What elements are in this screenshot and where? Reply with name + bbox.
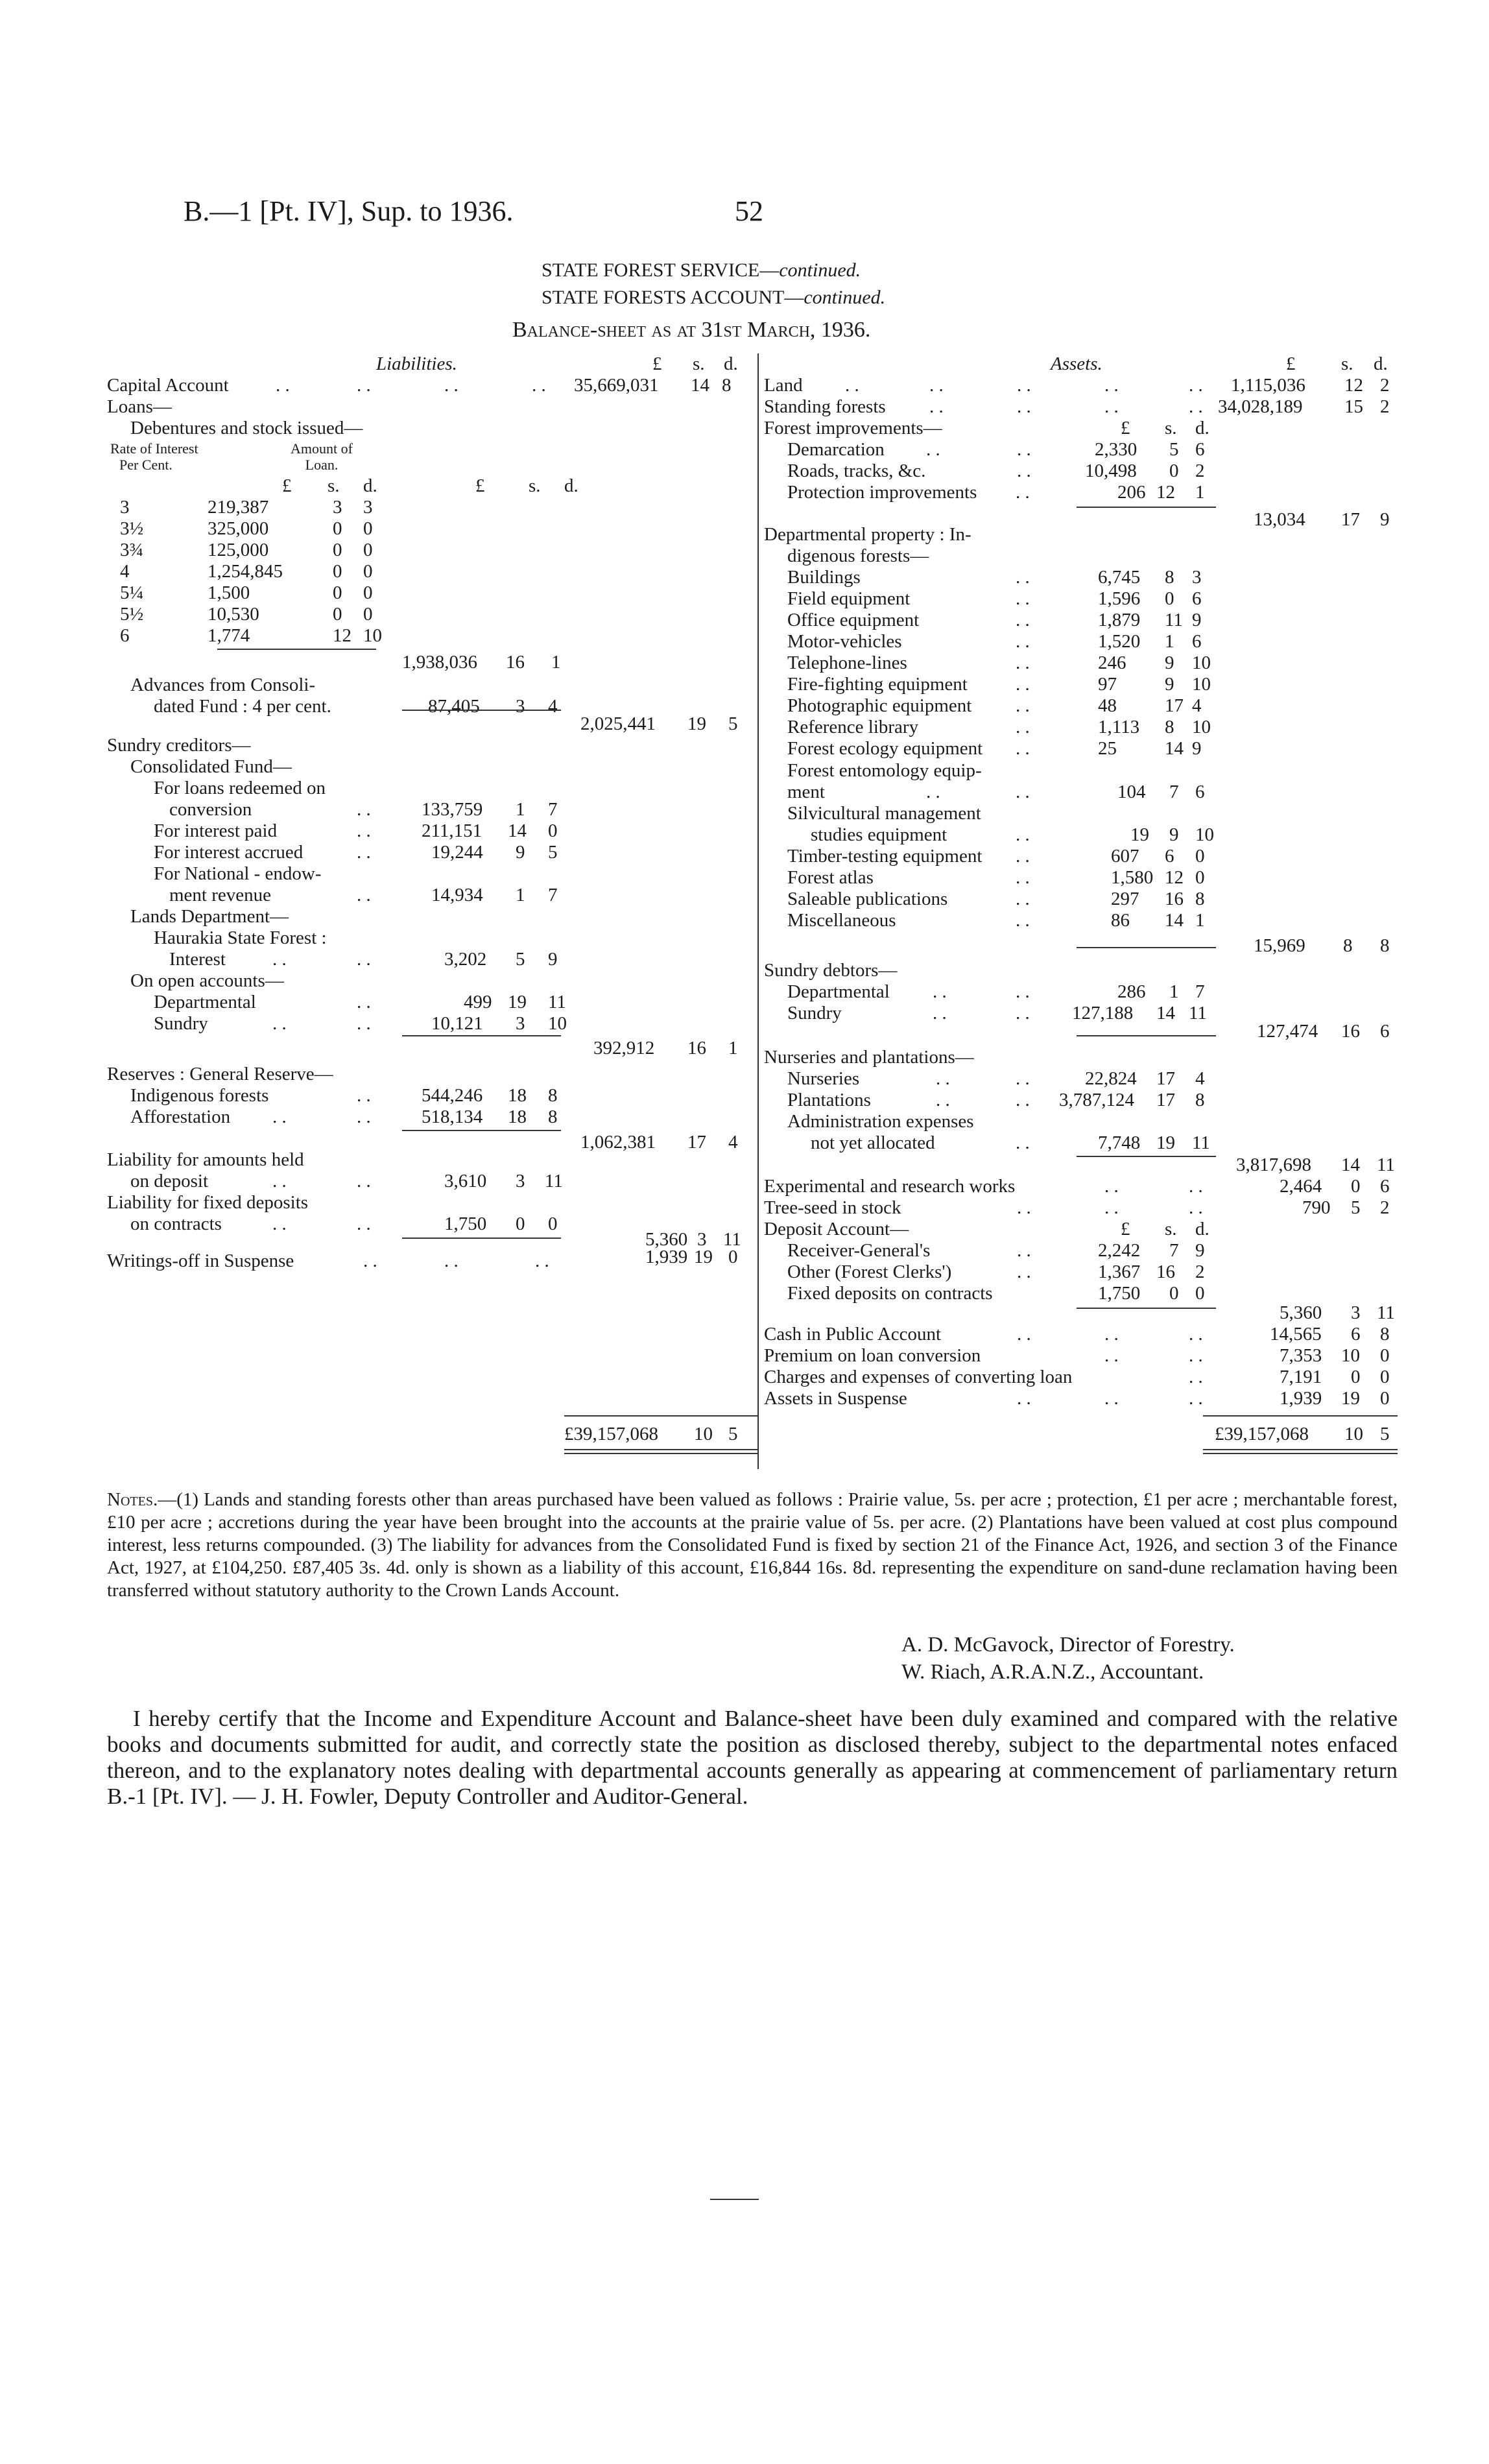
liab-amounts-row-2: on deposit . . . . 3,610 3 11 <box>130 1171 563 1191</box>
reserves-afforestation-row: Afforestation . . . . 518,134 18 8 <box>130 1106 558 1127</box>
assets-heading: Assets. <box>1051 353 1102 374</box>
notes-paragraph <box>107 1489 1398 1602</box>
receiver-general-row: Receiver-General's . . 2,242 7 9 <box>787 1240 1205 1261</box>
rate-header: Rate of Interest Per Cent. <box>110 440 198 473</box>
debtors-departmental-row: Departmental . . . . 286 1 7 <box>787 981 1205 1002</box>
charges-row: Charges and expenses of converting loan . . 7,191 0 0 <box>764 1367 1390 1387</box>
loans-total-row: 1,938,036 16 1 <box>402 652 561 673</box>
liabilities-grand-total-row: £39,157,068 10 5 <box>564 1424 738 1444</box>
assets-total-rule-top <box>1203 1415 1398 1417</box>
property-item-row: Office equipment . . 1,879 11 9 <box>787 610 1202 630</box>
experimental-row: Experimental and research works . . . . 2,464 0 6 <box>764 1176 1390 1197</box>
notes-text: —(1) Lands and standing forests other than areas purchased have been valued as follows : Prairie value, 5s. per acre ; protection, £1 per acre ; merchantable forest, £10 per acre ; accretions during the year have been brought into the accounts at the prairie value of 5s. per acre. (2) Plantations have been valued at cost plus compound interest, less returns compounded. (3) The liability for advances from the Consolidated Fund is fixed by section 21 of the Finance Act, 1926, and section 3 of the Finance Act, 1927, at £104,250. £87,405 3s. 4d. only is shown as a liability of this account, £16,844 16s. 8d. representing the expenditure on sand-dune reclamation having been transferred without statutory authority to the Crown Lands Account. <box>107 1489 1398 1601</box>
cf-national-row-2: ment revenue . . 14,934 1 7 <box>169 885 558 905</box>
property-item-row: Miscellaneous . . 86 14 1 <box>787 910 1205 931</box>
liab-fixed-row-2: on contracts . . . . 1,750 0 0 <box>130 1214 558 1234</box>
loan-rate-row: 4 1,254,845 0 0 <box>120 561 373 582</box>
debtors-total-row: 127,474 16 6 <box>1257 1021 1390 1042</box>
loan-rate-row: 5¼ 1,500 0 0 <box>120 582 373 603</box>
assets-column-headers: £ s. d. <box>1286 353 1388 374</box>
property-item-row: Saleable publications . . 297 16 8 <box>787 889 1205 909</box>
loan-sub-headers: £ s. d. £ s. d. <box>282 475 578 496</box>
audit-certificate: I hereby certify that the Income and Expenditure Account and Balance-sheet have been duly examined and compared with the relative books and documents submitted for audit, and correctly state the position as disclosed thereby, subject to the departmental notes enfaced thereon, and to the explanatory notes dealing with departmental accounts generally as appearing at commencement of parliamentary return B.-1 [Pt. IV]. — J. H. Fowler, Deputy Controller and Auditor-General. <box>107 1706 1398 1809</box>
protection-row: Protection improvements . . 206 12 1 <box>787 482 1205 503</box>
title-state-forests-account: STATE FORESTS ACCOUNT—continued. <box>542 287 886 308</box>
silvicultural-row-2: studies equipment . . 19 9 10 <box>811 824 1214 845</box>
signature-accountant: W. Riach, A.R.A.N.Z., Accountant. <box>901 1660 1204 1684</box>
page-number: 52 <box>735 195 763 227</box>
tree-seed-row: Tree-seed in stock . . . . . . 790 5 2 <box>764 1197 1390 1218</box>
improvements-rule <box>1077 507 1216 508</box>
property-item-row: Photographic equipment . . 48 17 4 <box>787 695 1202 716</box>
property-item-row: Fire-fighting equipment . . 97 9 10 <box>787 674 1211 695</box>
end-rule <box>710 2199 759 2200</box>
property-item-row: Buildings . . 6,745 8 3 <box>787 567 1202 588</box>
property-item-row: Timber-testing equipment . . 607 6 0 <box>787 846 1205 867</box>
forest-clerks-row: Other (Forest Clerks') . . 1,367 16 2 <box>787 1262 1205 1282</box>
plantations-row: Plantations . . . . 3,787,124 17 8 <box>787 1090 1205 1110</box>
liab-deposits-total-row: 5,360 3 11 <box>645 1229 741 1250</box>
loan-rate-row: 3 219,387 3 3 <box>120 497 373 518</box>
cf-interest-accrued-row: For interest accrued . . 19,244 9 5 <box>154 842 558 863</box>
roads-row: Roads, tracks, &c. . . 10,498 0 2 <box>787 461 1205 481</box>
liabilities-total-rule-top <box>564 1415 759 1417</box>
creditors-rule <box>402 1035 561 1036</box>
property-item-row: Telephone-lines . . 246 9 10 <box>787 652 1211 673</box>
writings-off-row: Writings-off in Suspense . . . . . . 1,939 19 0 <box>107 1247 738 1271</box>
interest-row: Interest . . . . 3,202 5 9 <box>169 949 558 970</box>
advances-row-2: dated Fund : 4 per cent. 87,405 3 4 <box>154 696 558 717</box>
forest-improvements-row: Forest improvements— £ s. d. <box>764 418 1209 438</box>
property-item-row: Forest atlas . . 1,580 12 0 <box>787 867 1205 888</box>
liabilities-total-rule-double <box>564 1453 759 1454</box>
creditors-sundry-row: Sundry . . . . 10,121 3 10 <box>154 1013 567 1034</box>
loan-rate-row: 6 1,774 12 10 <box>120 625 382 646</box>
column-divider <box>757 353 759 1469</box>
property-item-row: Forest ecology equipment . . 25 14 9 <box>787 738 1202 759</box>
admin-row-2: not yet allocated . . 7,748 19 11 <box>811 1132 1210 1153</box>
premium-row: Premium on loan conversion . . . . 7,353 10 0 <box>764 1345 1390 1366</box>
cf-interest-paid-row: For interest paid . . 211,151 14 0 <box>154 820 558 841</box>
standing-forests-row: Standing forests . . . . . . . . 34,028,189 15 2 <box>764 396 1390 417</box>
loans-grand-total-row: 2,025,441 19 5 <box>580 713 738 734</box>
loan-rate-row: 3½ 325,000 0 0 <box>120 518 373 539</box>
amount-header: Amount of Loan. <box>291 440 353 473</box>
property-total-row: 15,969 8 8 <box>1254 935 1390 956</box>
liabilities-heading: Liabilities. <box>376 353 457 374</box>
signature-director: A. D. McGavock, Director of Forestry. <box>901 1633 1235 1657</box>
assets-total-rule-bottom <box>1203 1449 1398 1450</box>
entomology-row-2: ment . . . . 104 7 6 <box>787 782 1205 802</box>
title-balance-sheet: Balance-sheet as at 31st March, 1936. <box>512 318 871 342</box>
cash-row: Cash in Public Account . . . . . . 14,565 6 8 <box>764 1324 1390 1345</box>
deposit-total-row: 5,360 3 11 <box>1280 1302 1395 1323</box>
reserves-total-row: 1,062,381 17 4 <box>580 1132 738 1153</box>
reserves-indigenous-row: Indigenous forests . . 544,246 18 8 <box>130 1085 558 1106</box>
assets-suspense-row: Assets in Suspense . . . . . . 1,939 19 0 <box>764 1388 1390 1409</box>
creditors-total-row: 392,912 16 1 <box>593 1038 738 1059</box>
property-item-row: Field equipment . . 1,596 0 6 <box>787 588 1202 609</box>
deposit-account-row: Deposit Account— £ s. d. <box>764 1219 1209 1239</box>
improvements-total-row: 13,034 17 9 <box>1254 509 1390 530</box>
nurseries-total-row: 3,817,698 14 11 <box>1236 1154 1395 1175</box>
page-reference: B.—1 [Pt. IV], Sup. to 1936. <box>184 195 514 227</box>
liabilities-column-headers: £ s. d. <box>652 353 738 374</box>
debtors-sundry-row: Sundry . . . . 127,188 14 11 <box>787 1003 1207 1023</box>
demarcation-row: Demarcation . . . . 2,330 5 6 <box>787 439 1205 460</box>
loan-rate-row: 3¾ 125,000 0 0 <box>120 540 373 560</box>
fixed-deposits-row: Fixed deposits on contracts 1,750 0 0 <box>787 1283 1205 1304</box>
advances-rule <box>402 710 561 711</box>
creditors-departmental-row: Departmental . . 499 19 11 <box>154 992 566 1012</box>
assets-total-rule-double <box>1203 1453 1398 1454</box>
cf-loans-row-2: conversion . . 133,759 1 7 <box>169 799 558 820</box>
loans-subtotal-rule <box>217 649 376 650</box>
nurseries-row: Nurseries . . . . 22,824 17 4 <box>787 1068 1205 1089</box>
capital-account-row: Capital Account . . . . . . . . 35,669,031 14 8 <box>107 375 732 396</box>
liabilities-total-rule-bottom <box>564 1449 759 1450</box>
property-item-row: Reference library . . 1,113 8 10 <box>787 717 1211 737</box>
notes-lead: Notes. <box>107 1489 158 1510</box>
land-row: Land . . . . . . . . . . 1,115,036 12 2 <box>764 375 1390 396</box>
title-state-forest-service: STATE FOREST SERVICE—continued. <box>542 259 861 281</box>
property-item-row: Motor-vehicles . . 1,520 1 6 <box>787 631 1202 652</box>
loan-rate-row: 5½ 10,530 0 0 <box>120 604 373 625</box>
assets-grand-total-row: £39,157,068 10 5 <box>1215 1424 1390 1444</box>
